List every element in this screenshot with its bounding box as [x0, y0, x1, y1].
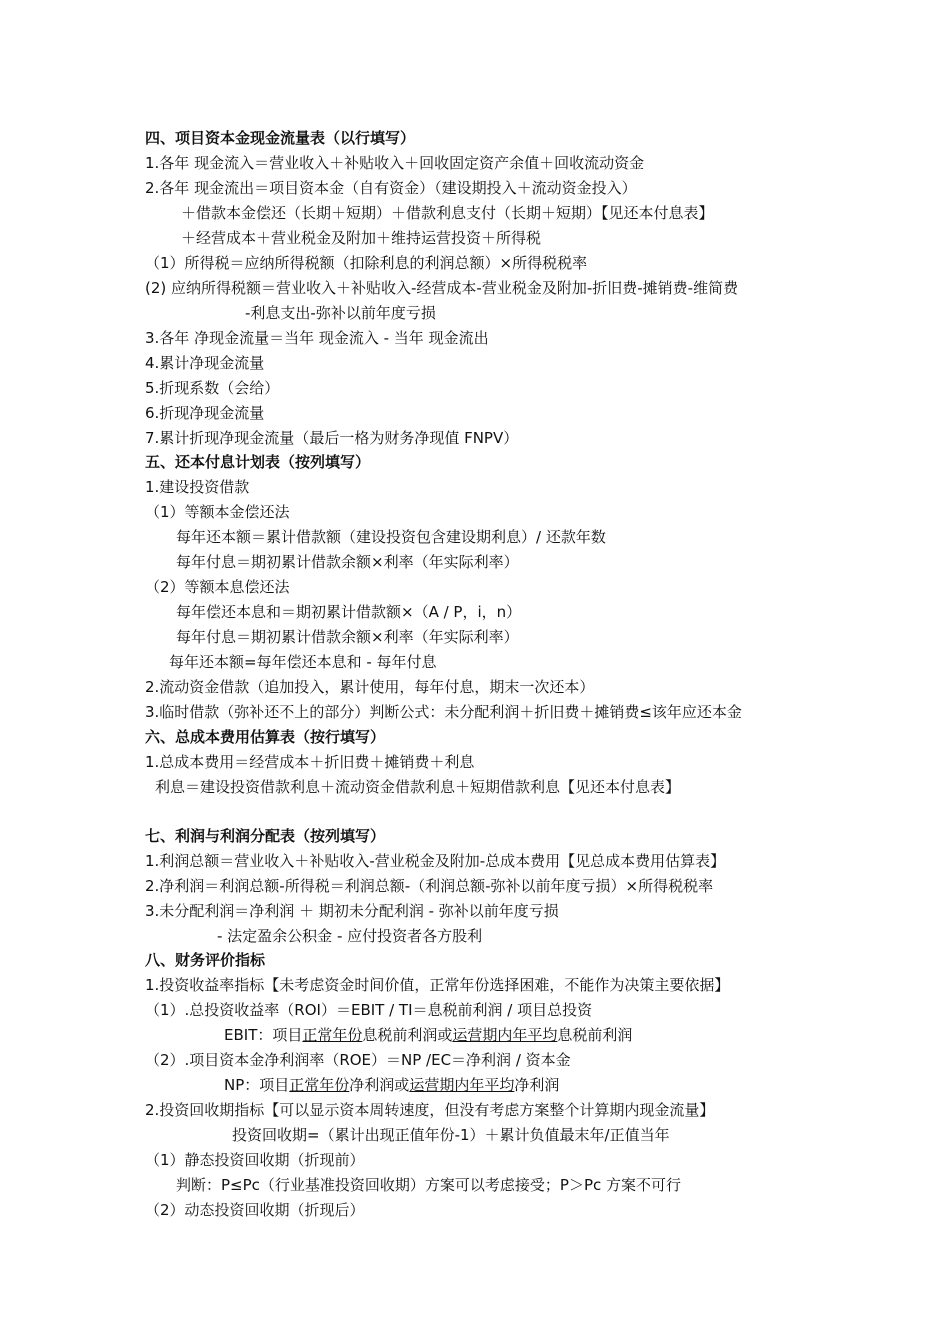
- s8-metric-1a-pre: EBIT：项目: [224, 1026, 303, 1044]
- s5-method-1: （1）等额本金偿还法: [145, 503, 290, 521]
- s4-line-2e: (2) 应纳所得税额＝营业收入＋补贴收入-经营成本-营业税金及附加-折旧费-摊销费-维简费: [145, 279, 739, 297]
- s8-line-1: 1.投资收益率指标【未考虑资金时间价值，正常年份选择困难，不能作为决策主要依据】: [145, 976, 730, 994]
- s4-line-5: 5.折现系数（会给）: [145, 379, 280, 397]
- s4-line-6: 6.折现净现金流量: [145, 404, 265, 422]
- s4-line-2b: ＋借款本金偿还（长期＋短期）＋借款利息支付（长期＋短期）【见还本付息表】: [181, 204, 714, 222]
- s8-metric-1: （1）.总投资收益率（ROI）＝EBIT / TI＝息税前利润 / 项目总投资: [145, 1001, 593, 1019]
- section-5-title: 五、还本付息计划表（按列填写）: [145, 453, 371, 471]
- s4-line-7: 7.累计折现净现金流量（最后一格为财务净现值 FNPV）: [145, 429, 519, 447]
- section-6-title: 六、总成本费用估算表（按行填写）: [145, 728, 386, 746]
- s8-line-2a: 投资回收期=（累计出现正值年份-1）＋累计负值最末年/正值当年: [232, 1126, 670, 1144]
- s6-line-1: 1.总成本费用＝经营成本＋折旧费＋摊销费＋利息: [145, 753, 475, 771]
- s4-line-3: 3.各年 净现金流量＝当年 现金流入 - 当年 现金流出: [145, 329, 489, 347]
- s7-line-3a: - 法定盈余公积金 - 应付投资者各方股利: [217, 927, 483, 945]
- section-7-title: 七、利润与利润分配表（按列填写）: [145, 827, 386, 845]
- s8-metric-2a: [224, 1075, 559, 1095]
- s7-line-1: 1.利润总额＝营业收入＋补贴收入-营业税金及附加-总成本费用【见总成本费用估算表】: [145, 852, 726, 870]
- s8-item-1a: 判断：P≤Pc（行业基准投资回收期）方案可以考虑接受；P＞Pc 方案不可行: [176, 1176, 682, 1194]
- s4-line-2f: -利息支出-弥补以前年度亏损: [245, 304, 436, 322]
- s5-line-2: 2.流动资金借款（追加投入，累计使用，每年付息，期末一次还本）: [145, 678, 595, 696]
- s8-item-1: （1）静态投资回收期（折现前）: [145, 1151, 365, 1169]
- s5-method-2c: 每年还本额=每年偿还本息和 - 每年付息: [169, 653, 437, 671]
- s8-metric-1a-mid: 息税前利润或: [362, 1026, 453, 1044]
- section-4-title: 四、项目资本金现金流量表（以行填写）: [145, 129, 416, 147]
- s8-metric-2a-underline-2: 运营期内年平均: [409, 1076, 515, 1094]
- s7-line-2: 2.净利润＝利润总额-所得税＝利润总额-（利润总额-弥补以前年度亏损）×所得税税率: [145, 877, 714, 895]
- s5-line-3: 3.临时借款（弥补还不上的部分）判断公式：未分配利润＋折旧费＋摊销费≤该年应还本金: [145, 703, 742, 721]
- s5-line-1: 1.建设投资借款: [145, 478, 250, 496]
- s4-line-2c: ＋经营成本＋营业税金及附加＋维持运营投资＋所得税: [181, 229, 542, 247]
- s8-item-2: （2）动态投资回收期（折现后）: [145, 1201, 365, 1219]
- s5-method-2: （2）等额本息偿还法: [145, 578, 290, 596]
- s4-line-1: 1.各年 现金流入＝营业收入＋补贴收入＋回收固定资产余值＋回收流动资金: [145, 154, 645, 172]
- s8-metric-1a: [224, 1025, 632, 1045]
- section-8-title: 八、财务评价指标: [145, 951, 266, 969]
- s5-method-1a: 每年还本额＝累计借款额（建设投资包含建设期利息）/ 还款年数: [176, 528, 606, 546]
- s4-line-2: 2.各年 现金流出＝项目资本金（自有资金）（建设期投入＋流动资金投入）: [145, 179, 637, 197]
- s8-metric-1a-underline-1: 正常年份: [302, 1026, 363, 1044]
- s8-line-2: 2.投资回收期指标【可以显示资本周转速度，但没有考虑方案整个计算期内现金流量】: [145, 1101, 715, 1119]
- s5-method-2a: 每年偿还本息和＝期初累计借款额×（A / P，i，n）: [176, 603, 522, 621]
- s5-method-2b: 每年付息＝期初累计借款余额×利率（年实际利率）: [176, 628, 519, 646]
- s4-line-2d: （1）所得税＝应纳所得税额（扣除利息的利润总额）×所得税税率: [145, 254, 588, 272]
- s8-metric-2a-underline-1: 正常年份: [289, 1076, 350, 1094]
- s5-method-1b: 每年付息＝期初累计借款余额×利率（年实际利率）: [176, 553, 519, 571]
- s8-metric-1a-underline-2: 运营期内年平均: [452, 1026, 558, 1044]
- s8-metric-2a-mid: 净利润或: [349, 1076, 410, 1094]
- s8-metric-1a-post: 息税前利润: [557, 1026, 633, 1044]
- s4-line-4: 4.累计净现金流量: [145, 354, 265, 372]
- s6-line-1a: 利息＝建设投资借款利息＋流动资金借款利息＋短期借款利息【见还本付息表】: [155, 778, 681, 796]
- s8-metric-2a-pre: NP：项目: [224, 1076, 290, 1094]
- s8-metric-2a-post: 净利润: [514, 1076, 560, 1094]
- s8-metric-2: （2）.项目资本金净利润率（ROE）＝NP /EC＝净利润 / 资本金: [145, 1051, 571, 1069]
- s7-line-3: 3.未分配利润＝净利润 ＋ 期初未分配利润 - 弥补以前年度亏损: [145, 902, 559, 920]
